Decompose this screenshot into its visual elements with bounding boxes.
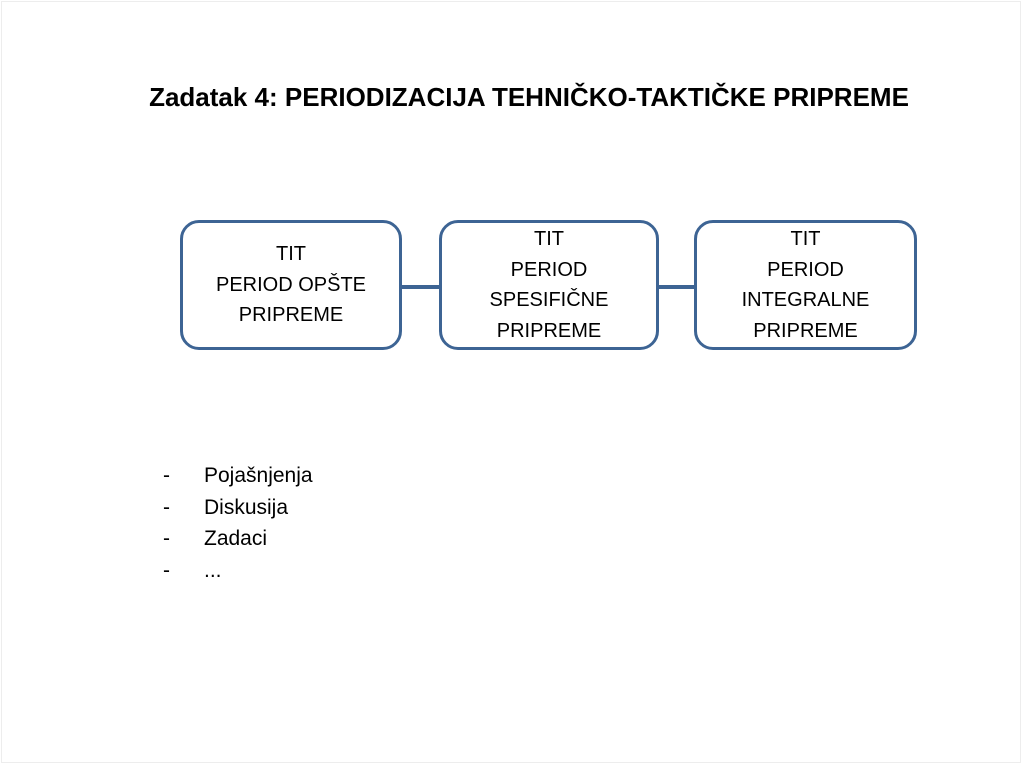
list-item-dash: - bbox=[163, 527, 170, 550]
flow-box-line: TIT bbox=[534, 228, 564, 250]
connector-line-1 bbox=[401, 285, 441, 289]
list-item-label: Diskusija bbox=[204, 495, 289, 519]
flow-box-line: PERIOD OPŠTE bbox=[215, 273, 367, 296]
flow-box-line: TIT bbox=[790, 228, 821, 250]
bullet-list bbox=[163, 460, 313, 586]
list-item bbox=[163, 492, 313, 524]
flow-box-line: INTEGRALNE bbox=[741, 289, 870, 311]
flow-box-line: PERIOD bbox=[510, 258, 588, 281]
list-item bbox=[163, 523, 313, 555]
list-item-dash: - bbox=[163, 464, 170, 487]
list-item-dash: - bbox=[163, 495, 170, 519]
list-item-dash: - bbox=[163, 558, 170, 582]
flow-box-line: SPESIFIČNE bbox=[489, 289, 609, 311]
connector-line-2 bbox=[657, 285, 696, 289]
slide-title: Zadatak 4: PERIODIZACIJA TEHNIČKO-TAKTIČKE PRIPREME bbox=[149, 82, 909, 112]
list-item bbox=[163, 555, 313, 587]
flow-box-period-integralne-pripreme bbox=[694, 220, 917, 350]
flow-box-period-opste-pripreme bbox=[180, 220, 402, 350]
flow-box-period-spesificne-pripreme bbox=[439, 220, 659, 350]
slide bbox=[1, 1, 1021, 763]
list-item-label: Zadaci bbox=[204, 527, 268, 550]
flow-box-line: PRIPREME bbox=[496, 319, 602, 342]
flow-box-line: TIT bbox=[276, 243, 306, 266]
list-item-label: ... bbox=[204, 558, 222, 582]
list-item bbox=[163, 460, 313, 492]
flow-box-line: PERIOD bbox=[767, 258, 844, 281]
flow-box-line: PRIPREME bbox=[753, 319, 858, 342]
flow-box-line: PRIPREME bbox=[238, 304, 344, 327]
list-item-label: Pojašnjenja bbox=[204, 464, 313, 487]
